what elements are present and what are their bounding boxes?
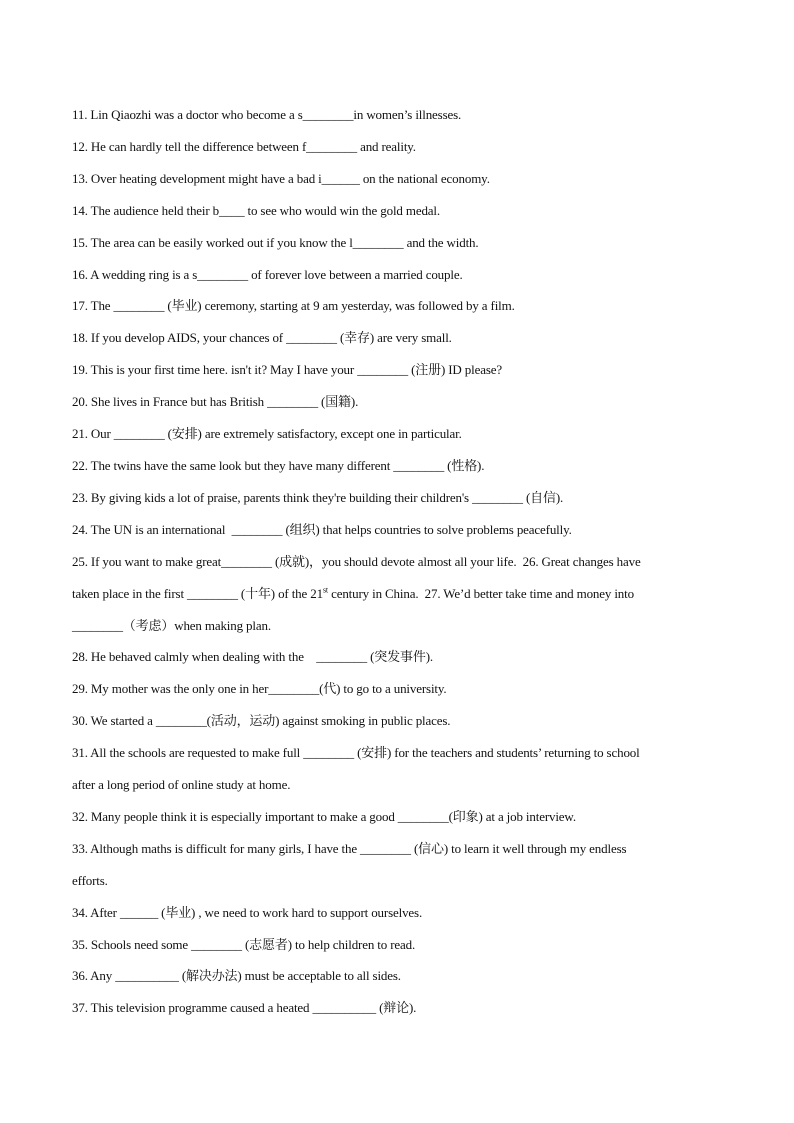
question-32: 32. Many people think it is especially important to make a good ________(印象) at a job interview. [72,808,576,824]
superscript-st: st [322,585,328,595]
question-27-text: 27. We’d better take time and money into [424,585,634,601]
question-28: 28. He behaved calmly when dealing with the ________ (突发事件). [72,649,433,665]
question-17: 17. The ________ (毕业) ceremony, starting at 9 am yesterday, was followed by a film. [72,298,515,314]
question-15: 15. The area can be easily worked out if you know the l________ and the width. [72,234,479,250]
question-24: 24. The UN is an international ________ (组织) that helps countries to solve problems peacefully. [72,521,572,537]
question-21: 21. Our ________ (安排) are extremely satisfactory, except one in particular. [72,426,462,442]
question-26-tail: century in China. [327,585,419,601]
question-26-27 [72,578,722,610]
question-19: 19. This is your first time here. isn't it? May I have your ________ (注册) ID please? [72,362,502,378]
question-33-cont: efforts. [72,872,108,888]
question-31-cont: after a long period of online study at home. [72,777,291,793]
question-14: 14. The audience held their b____ to see who would win the gold medal. [72,202,440,218]
question-37: 37. This television programme caused a heated __________ (辩论). [72,1000,417,1016]
question-34: 34. After ______ (毕业) , we need to work hard to support ourselves. [72,904,423,920]
question-27-cont: ________（考虑）when making plan. [72,617,271,633]
question-18: 18. If you develop AIDS, your chances of ________ (幸存) are very small. [72,330,452,346]
question-13: 13. Over heating development might have a bad i______ on the national economy. [72,170,490,186]
question-20: 20. She lives in France but has British ________ (国籍). [72,394,359,410]
question-30: 30. We started a ________(活动，运动) against smoking in public places. [72,713,451,729]
question-36: 36. Any __________ (解决办法) must be acceptable to all sides. [72,968,401,984]
question-16: 16. A wedding ring is a s________ of forever love between a married couple. [72,266,463,282]
question-23: 23. By giving kids a lot of praise, parents think they're building their children's ________ (自信). [72,489,564,505]
question-26-text: taken place in the first ________ (十年) of the 21 [72,585,323,601]
question-25-26: 25. If you want to make great________ (成就)，you should devote almost all your life. 26. Great changes have [72,553,641,569]
question-22: 22. The twins have the same look but they have many different ________ (性格). [72,457,485,473]
worksheet-body [72,99,722,1024]
question-35: 35. Schools need some ________ (志愿者) to help children to read. [72,936,416,952]
question-12: 12. He can hardly tell the difference between f________ and reality. [72,138,416,154]
question-29: 29. My mother was the only one in her________(代) to go to a university. [72,681,447,697]
question-33: 33. Although maths is difficult for many girls, I have the ________ (信心) to learn it well through my endless [72,840,627,856]
question-31: 31. All the schools are requested to make full ________ (安排) for the teachers and students’ returning to school [72,745,640,761]
question-11: 11. Lin Qiaozhi was a doctor who become a s________in women’s illnesses. [72,107,462,122]
